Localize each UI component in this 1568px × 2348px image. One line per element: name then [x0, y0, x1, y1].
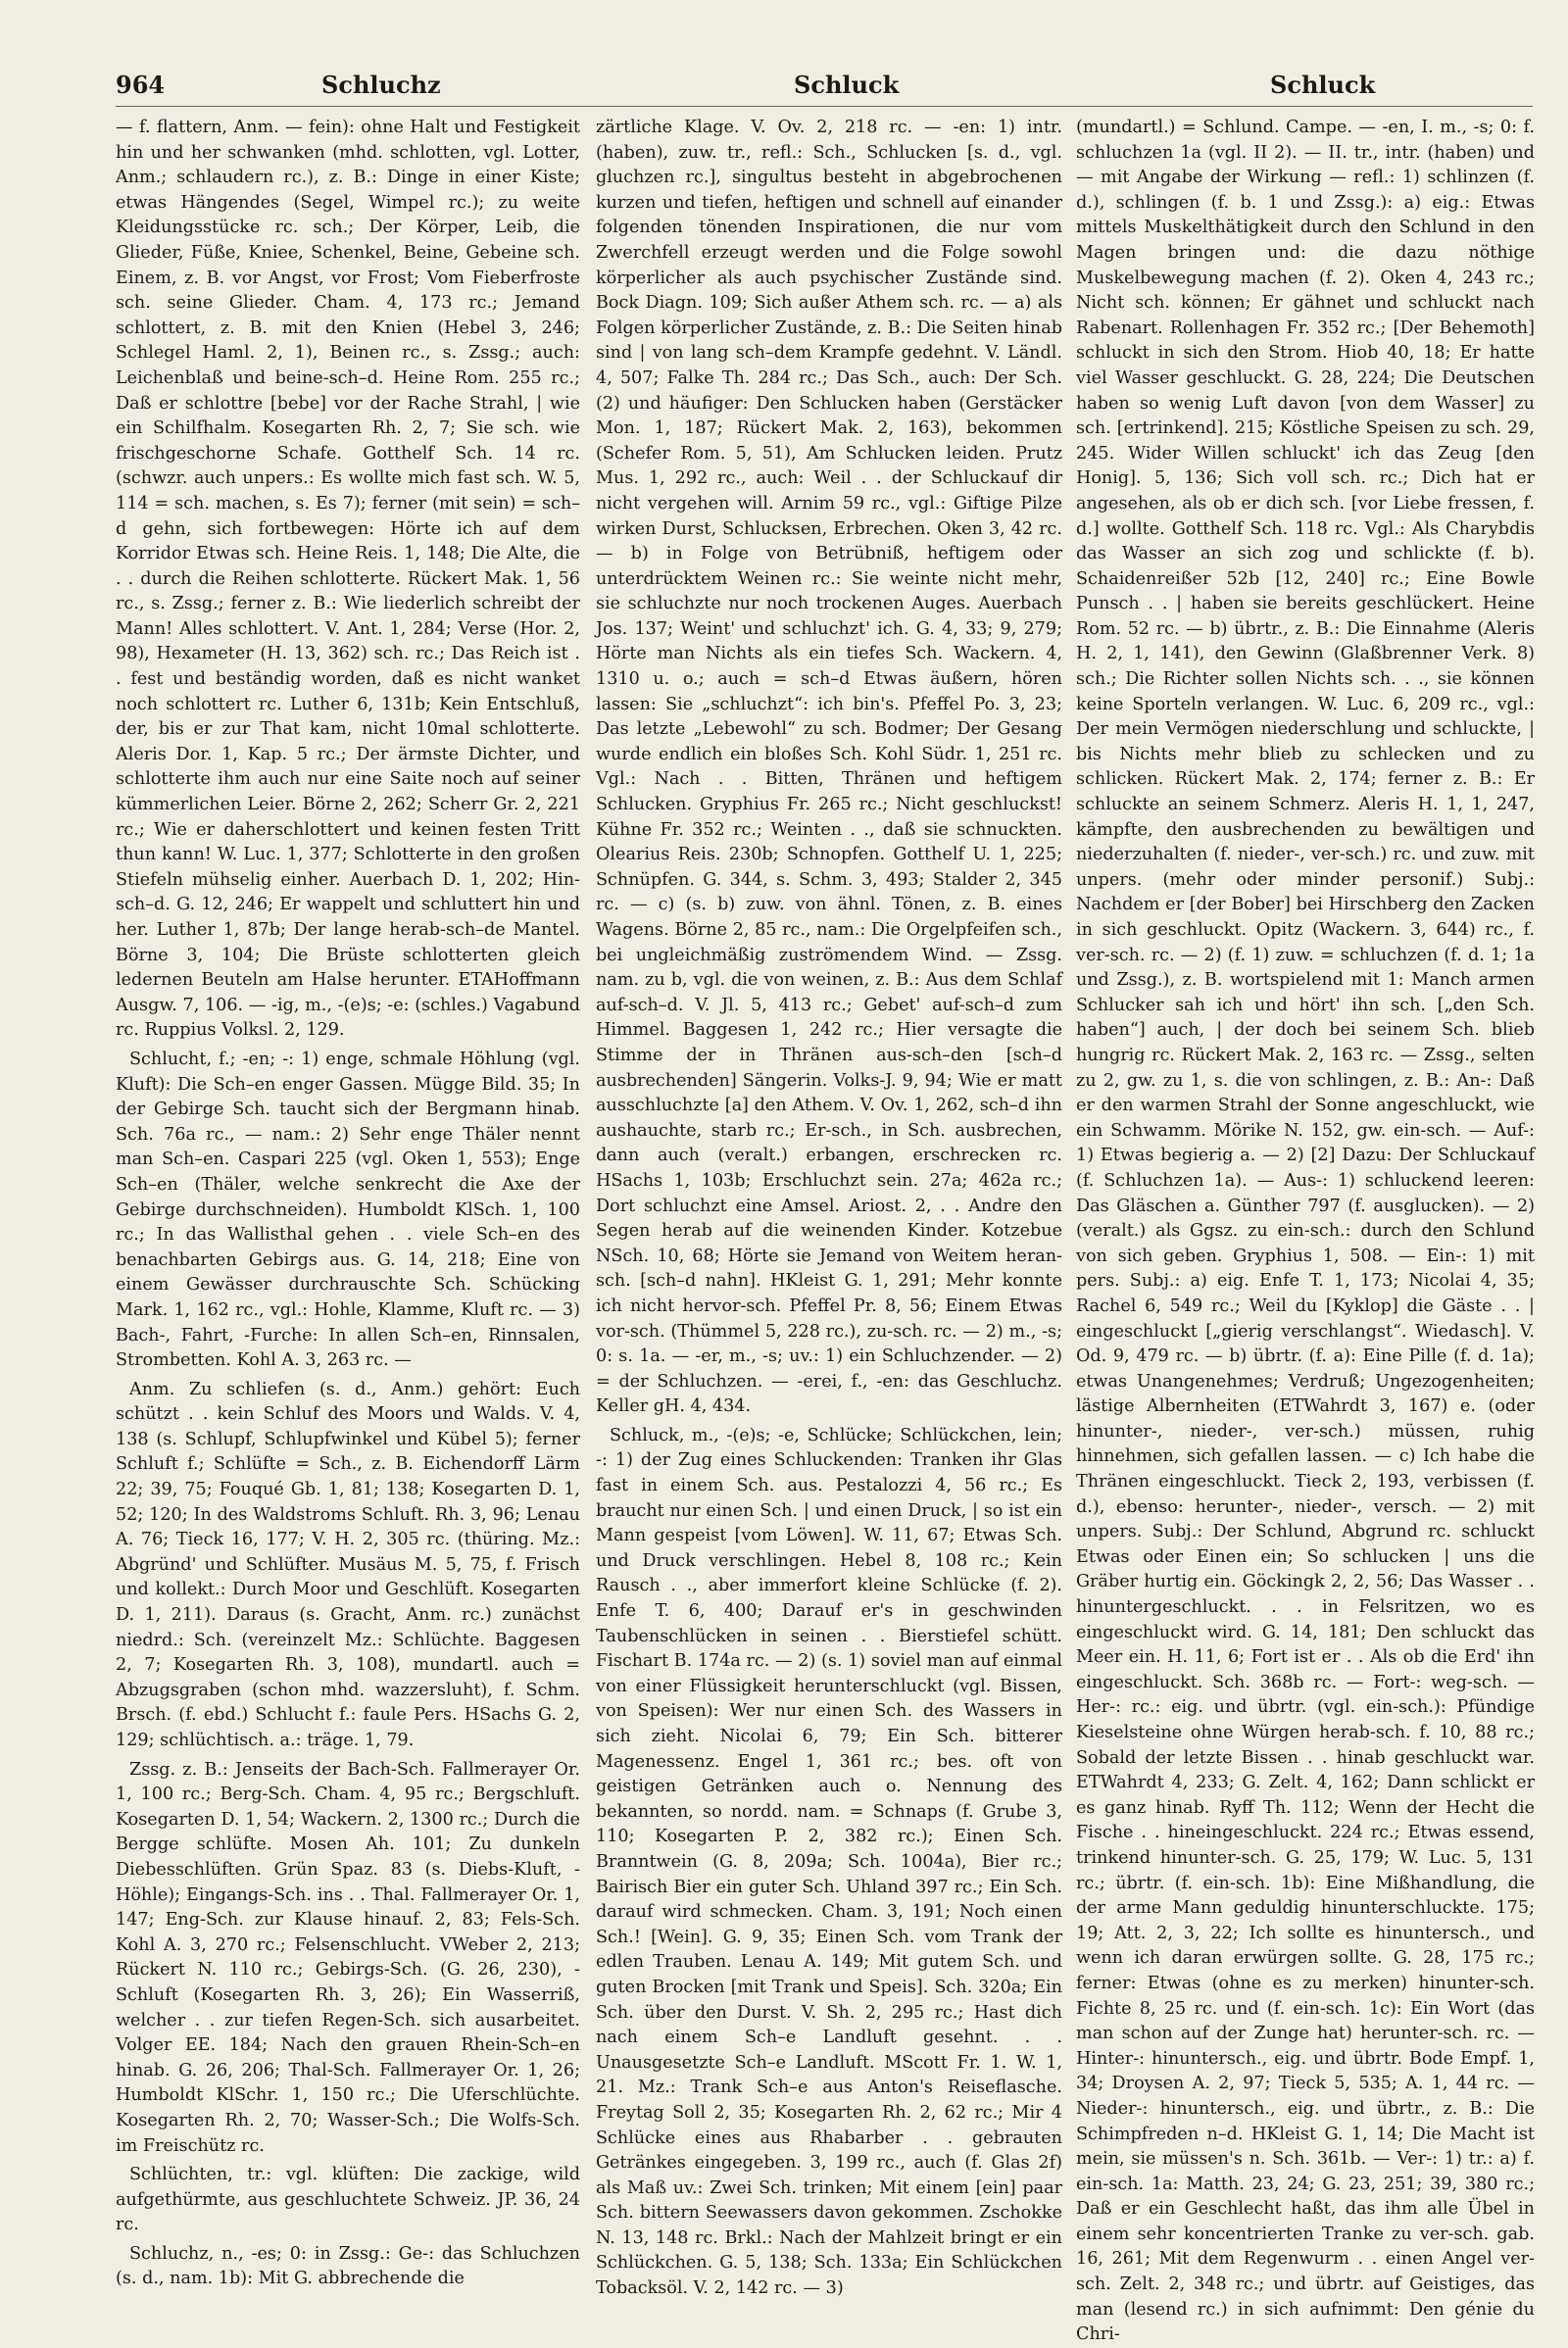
- entry-paragraph: zärtliche Klage. V. Ov. 2, 218 rc. — -en: 1) intr. (haben), zuw. tr., refl.: Sch., Schlucken [s. d., vgl. gluchzen rc.], singultus besteht in abgebrochenen kurzen und tiefen, heftigen und schnell auf einander folgenden tönenden Inspirationen, die nur vom Zwerchfell erzeugt werden und die Folge sowohl körperlicher als auch psychischer Zustände sind. Bock Diagn. 109; Sich außer Athem sch. rc. — a) als Folgen körperlicher Zustände, z. B.: Die Seiten hinab sind | von lang sch–dem Krampfe gedehnt. V. Ländl. 4, 507; Falke Th. 284 rc.; Das Sch., auch: Der Sch. (2) und häufiger: Den Schlucken haben (Gerstäcker Mon. 1, 187; Rückert Mak. 2, 163), bekommen (Schefer Rom. 5, 51), Am Schlucken leiden. Prutz Mus. 1, 292 rc., auch: Weil . . der Schluckauf dir nicht vergehen will. Arnim 59 rc., vgl.: Giftige Pilze wirken Durst, Schlucksen, Erbrechen. Oken 3, 42 rc. — b) in Folge von Betrübniß, heftigem oder unterdrücktem Weinen rc.: Sie weinte nicht mehr, sie schluchzte nur noch trockenen Auges. Auerbach Jos. 137; Weint' und schluchzt' ich. G. 4, 33; 9, 279; Hörte man Nichts als ein tiefes Sch. Wackern. 4, 1310 u. o.; auch = sch–d Etwas äußern, hören lassen: Sie „schluchzt“: ich bin's. Pfeffel Po. 3, 23; Das letzte „Lebewohl“ zu sch. Bodmer; Der Gesang wurde endlich ein bloßes Sch. Kohl Südr. 1, 251 rc. Vgl.: Nach . . Bitten, Thränen und heftigem Schlucken. Gryphius Fr. 265 rc.; Nicht geschluckst! Kühne Fr. 352 rc.; Weinten . ., daß sie schnuckten. Olearius Reis. 230b; Schnopfen. Gotthelf U. 1, 225; Schnüpfen. G. 344, s. Schm. 3, 493; Stalder 2, 345 rc. — c) (s. b) zuw. von ähnl. Tönen, z. B. eines Wagens. Börne 2, 85 rc., nam.: Die Orgelpfeifen sch., bei ungleichmäßig zuströmendem Wind. — Zssg. nam. zu b, vgl. die von weinen, z. B.: Aus dem Schlaf auf-sch–d. V. Jl. 5, 413 rc.; Gebet' auf-sch–d zum Himmel. Baggesen 1, 242 rc.; Hier versagte die Stimme der in Thränen aus-sch–den [sch–d ausbrechenden] Sängerin. Volks-J. 9, 94; Wie er matt ausschluchzte [a] den Athem. V. Ov. 1, 262, sch–d ihn aushauchte, starb rc.; Er-sch., in Sch. ausbrechen, dann auch (veralt.) erbangen, erschrecken rc. HSachs 1, 103b; Erschluchzt sein. 27a; 462a rc.; Dort schluchzt eine Amsel. Ariost. 2, . . Andre den Segen herab auf die weinenden Kinder. Kotzebue NSch. 10, 68; Hörte sie Jemand von Weitem heran-sch. [sch–d nahn]. HKleist G. 1, 291; Mehr konnte ich nicht hervor-sch. Pfeffel Pr. 8, 56; Einem Etwas vor-sch. (Thümmel 5, 228 rc.), zu-sch. rc. — 2) m., -s; 0: s. 1a. — -er, m., -s; uv.: 1) ein Schluchzender. — 2) = der Schluchzen. — -erei, f., -en: das Geschluchz. Keller gH. 4, 434.: [596, 118, 1062, 1417]
- entry-paragraph: Schlucht, f.; -en; -: 1) enge, schmale Höhlung (vgl. Kluft): Die Sch–en enger Gassen. Mügge Bild. 35; In der Gebirge Sch. taucht sich der Bergmann hinab. Sch. 76a rc., — nam.: 2) Sehr enge Thäler nennt man Sch–en. Caspari 225 (vgl. Oken 1, 553); Enge Sch–en (Thäler, welche senkrecht die Axe der Gebirge durchschneiden). Humboldt KlSch. 1, 100 rc.; In das Wallisthal gehen . . viele Sch–en des benachbarten Gebirgs aus. G. 14, 218; Eine von einem Gewässer durchrauschte Sch. Schücking Mark. 1, 162 rc., vgl.: Hohle, Klamme, Kluft rc. — 3) Bach-, Fahrt, -Furche: In allen Sch–en, Rinnsalen, Strombetten. Kohl A. 3, 263 rc. —: [116, 1049, 580, 1371]
- header-rule: [116, 106, 1533, 107]
- column-1: [116, 116, 580, 2289]
- header-catchword-right: Schluck: [1270, 71, 1376, 99]
- entry-paragraph: Schluck, m., -(e)s; -e, Schlücke; Schlückchen, lein; -: 1) der Zug eines Schluckenden: Tranken ihr Glas fast in einem Sch. aus. Pestalozzi 4, 56 rc.; Es braucht nur einen Sch. | und einen Druck, | so ist ein Mann gespeist [vom Löwen]. W. 11, 67; Etwas Sch. und Druck verschlingen. Hebel 8, 108 rc.; Kein Rausch . ., aber immerfort kleine Schlücke (f. 2). Enfe T. 6, 400; Darauf er's in geschwinden Taubenschlücken in seinen . . Bierstiefel schütt. Fischart B. 174a rc. — 2) (s. 1) soviel man auf einmal von einer Flüssigkeit herunterschluckt (vgl. Bissen, von Speisen): Wer nur einen Sch. des Wassers in sich zieht. Nicolai 6, 79; Ein Sch. bitterer Magenessenz. Engel 1, 361 rc.; bes. oft von geistigen Getränken auch o. Nennung des bekannten, so nordd. nam. = Schnaps (f. Grube 3, 110; Kosegarten P. 2, 382 rc.); Einen Sch. Branntwein (G. 8, 209a; Sch. 1004a), Bier rc.; Bairisch Bier ein guter Sch. Uhland 397 rc.; Ein Sch. darauf wird schmecken. Cham. 3, 191; Noch einen Sch.! [Wein]. G. 9, 35; Einen Sch. vom Trank der edlen Trauben. Lenau A. 149; Mit gutem Sch. und guten Brocken [mit Trank und Speis]. Sch. 320a; Ein Sch. über den Durst. V. Sh. 2, 295 rc.; Hast dich nach einem Sch–e Landluft gesehnt. . . Unausgesetzte Sch–e Landluft. MScott Fr. 1. W. 1, 21. Mz.: Trank Sch–e aus Anton's Reiseflasche. Freytag Soll 2, 35; Kosegarten Rh. 2, 62 rc.; Mir 4 Schlücke eines aus Rhabarber . . gebrauten Getränkes eingegeben. 3, 199 rc., auch (f. Glas 2f) als Maß uv.: Zwei Sch. trinken; Mit einem [ein] paar Sch. bittern Seewassers davon gekommen. Zschokke N. 13, 148 rc. Brkl.: Nach der Mahlzeit bringt er ein Schlückchen. G. 5, 138; Sch. 133a; Ein Schlückchen Tobacksöl. V. 2, 142 rc. — 3): [596, 1425, 1062, 2299]
- entry-paragraph: (mundartl.) = Schlund. Campe. — -en, I. m., -s; 0: f. schluchzen 1a (vgl. II 2). — II. tr., intr. (haben) und — mit Angabe der Wirkung — refl.: 1) schlinzen (f. d.), schlingen (f. b. 1 und Zssg.): a) eig.: Etwas mittels Muskelthätigkeit durch den Schlund in den Magen bringen und: die dazu nöthige Muskelbewegung machen (f. 2). Oken 4, 243 rc.; Nicht sch. können; Er gähnet und schluckt nach Rabenart. Rollenhagen Fr. 352 rc.; [Der Behemoth] schluckt in sich den Strom. Hiob 40, 18; Er hatte viel Wasser geschluckt. G. 28, 224; Die Deutschen haben so wenig Luft davon [von dem Wasser] zu sch. [ertrinkend]. 215; Köstliche Speisen zu sch. 29, 245. Wider Willen schluckt' ich das Zeug [den Honig]. 5, 136; Sich voll sch. rc.; Dich hat er angesehen, als ob er dich sch. [vor Liebe fressen, f. d.] wollte. Gotthelf Sch. 118 rc. Vgl.: Als Charybdis das Wasser an sich zog und schlickte (f. b). Schaidenreißer 52b [12, 240] rc.; Eine Bowle Punsch . . | haben sie bereits geschlückert. Heine Rom. 52 rc. — b) übrtr., z. B.: Die Einnahme (Aleris H. 2, 1, 141), den Gewinn (Glaßbrenner Verk. 8) sch.; Die Richter sollen Nichts sch. . ., sie können keine Sporteln verlangen. W. Luc. 6, 209 rc., vgl.: Der mein Vermögen niederschlung und schluckte, | bis Nichts mehr blieb zu schlecken und zu schlicken. Rückert Mak. 2, 174; ferner z. B.: Er schluckte an seinem Schmerz. Aleris H. 1, 1, 247, kämpfte, den ausbrechenden zu bewältigen und niederzuhalten (f. nieder-, ver-sch.) rc. und zuw. mit unpers. (mehr oder minder personif.) Subj.: Nachdem er [der Bober] bei Hirschberg den Zacken in sich geschluckt. Opitz (Wackern. 3, 644) rc., f. ver-sch. rc. — 2) (f. 1) zuw. = schluchzen (f. d. 1; 1a und Zssg.), z. B. wortspielend mit 1: Manch armen Schlucker sah ich und hört' ihn sch. [„den Sch. haben“] auch, | der doch bei seinem Sch. blieb hungrig rc. Rückert Mak. 2, 163 rc. — Zssg., selten zu 2, gw. zu 1, s. die von schlingen, z. B.: An-: Daß er den warmen Strahl der Sonne angeschluckt, wie ein Schwamm. Mörike N. 152, gw. ein-sch. — Auf-: 1) Etwas begierig a. — 2) [2] Dazu: Der Schluckauf (f. Schluchzen 1a). — Aus-: 1) schluckend leeren: Das Gläschen a. Günther 797 (f. ausglucken). — 2) (veralt.) als Ggsz. zu ein-sch.: durch den Schlund von sich geben. Gryphius 1, 508. — Ein-: 1) mit pers. Subj.: a) eig. Enfe T. 1, 173; Nicolai 4, 35; Rachel 6, 549 rc.; Weil du [Kyklop] die Gäste . . | eingeschluckt [„gierig verschlangst“. Wiedasch]. V. Od. 9, 479 rc. — b) übrtr. (f. a): Eine Pille (f. d. 1a); etwas Unangenehmes; Verdruß; Ungezogenheiten; lästige Albernheiten (ETWahrdt 3, 167) e. (oder hinunter-, nieder-, ver-sch.) müssen, ruhig hinnehmen, sich gefallen lassen. — c) Ich habe die Thränen eingeschluckt. Tieck 2, 193, verbissen (f. d.), ebenso: herunter-, nieder-, versch. — 2) mit unpers. Subj.: Der Schlund, Abgrund rc. schluckt Etwas oder Einen ein; So schlucken | uns die Gräber hurtig ein. Göckingk 2, 2, 56; Das Wasser . . hinuntergeschluckt. . . in Felsritzen, wo es eingeschluckt wird. G. 14, 181; Den schluckt das Meer ein. H. 11, 6; Fort ist er . . Als ob die Erd' ihn eingeschluckt. Sch. 368b rc. — Fort-: weg-sch. — Her-: rc.: eig. und übrtr. (vgl. ein-sch.): Pfündige Kieselsteine ohne Würgen herab-sch. f. 10, 88 rc.; Sobald der letzte Bissen . . hinab geschluckt war. ETWahrdt 4, 233; G. Zelt. 4, 162; Dann schlickt er es ganz hinab. Ryff Th. 112; Wenn der Hecht die Fische . . hineingeschluckt. 224 rc.; Etwas essend, trinkend hinunter-sch. G. 25, 179; W. Luc. 5, 131 rc.; übrtr. (f. ein-sch. 1b): Eine Mißhandlung, die der arme Mann geduldig hinunterschluckte. 175; 19; Att. 2, 3, 22; Ich sollte es hinuntersch., und wenn ich daran erwürgen sollte. G. 28, 175 rc.; ferner: Etwas (ohne es zu merken) hinunter-sch. Fichte 8, 25 rc. und (f. ein-sch. 1c): Ein Wort (das man schon auf der Zunge hat) herunter-sch. rc. — Hinter-: hinuntersch., eig. und übrtr. Bode Empf. 1, 34; Droysen A. 2, 97; Tieck 5, 535; A. 1, 44 rc. — Nieder-: hinuntersch., eig. und übrtr., z. B.: Die Schimpfreden n–d. HKleist G. 1, 14; Die Macht ist mein, sie müssen's n. Sch. 361b. — Ver-: 1) tr.: a) f. ein-sch. 1a: Matth. 23, 24; G. 23, 251; 39, 380 rc.; Daß er ein Geschlecht haßt, das ihm alle Übel in einem sehr koncentrierten Tranke zu ver-sch. gab. 16, 261; Mit dem Regenwurm . . einen Angel ver-sch. Zelt. 2, 348 rc.; und übrtr. auf Geistiges, das man (lesend rc.) in sich aufnimmt: Den génie du Chri-: [1076, 118, 1535, 2345]
- header-catchword-center: Schluck: [794, 71, 900, 99]
- header-catchword-left: Schluchz: [321, 71, 441, 99]
- running-header: [116, 71, 1533, 110]
- entry-paragraph: Schlüchten, tr.: vgl. klüften: Die zackige, wild aufgethürmte, aus geschluchtete Schweiz. JP. 36, 24 rc.: [116, 2165, 580, 2235]
- column-2: [596, 116, 1062, 2299]
- entry-paragraph: Zssg. z. B.: Jenseits der Bach-Sch. Fallmerayer Or. 1, 100 rc.; Berg-Sch. Cham. 4, 95 rc.; Bergschluft. Kosegarten D. 1, 54; Wackern. 2, 1300 rc.; Durch die Bergge schlüfte. Mosen Ah. 101; Zu dunkeln Diebesschlüften. Grün Spaz. 83 (s. Diebs-Kluft, -Höhle); Eingangs-Sch. ins . . Thal. Fallmerayer Or. 1, 147; Eng-Sch. zur Klause hinauf. 2, 83; Fels-Sch. Kohl A. 3, 270 rc.; Felsenschlucht. VWeber 2, 213; Rückert N. 110 rc.; Gebirgs-Sch. (G. 26, 230), -Schluft (Kosegarten Rh. 3, 26); Ein Wasserriß, welcher . . zur tiefen Regen-Sch. sich ausarbeitet. Volger EE. 184; Nach den grauen Rhein-Sch–en hinab. G. 26, 206; Thal-Sch. Fallmerayer Or. 1, 26; Humboldt KlSchr. 1, 150 rc.; Die Uferschlüchte. Kosegarten Rh. 2, 70; Wasser-Sch.; Die Wolfs-Sch. im Freischütz rc.: [116, 1759, 580, 2156]
- entry-paragraph: Schluchz, n., -es; 0: in Zssg.: Ge-: das Schluchzen (s. d., nam. 1b): Mit G. abbrechende die: [116, 2243, 580, 2289]
- column-3: [1076, 116, 1535, 2345]
- entry-paragraph: Anm. Zu schliefen (s. d., Anm.) gehört: Euch schützt . . kein Schluf des Moors und Walds. V. 4, 138 (s. Schlupf, Schlupfwinkel und Kübel 5); ferner Schluft f.; Schlüfte = Sch., z. B. Eichendorff Lärm 22; 39, 75; Fouqué Gb. 1, 81; 138; Kosegarten D. 1, 52; 120; In des Waldstroms Schluft. Rh. 3, 96; Lenau A. 76; Tieck 16, 177; V. H. 2, 305 rc. (thüring. Mz.: Abgründ' und Schlüfter. Musäus M. 5, 75, f. Frisch und kollekt.: Durch Moor und Geschlüft. Kosegarten D. 1, 211). Daraus (s. Gracht, Anm. rc.) zunächst niedrd.: Sch. (vereinzelt Mz.: Schlüchte. Baggesen 2, 7; Kosegarten Rh. 3, 108), mundartl. auch = Abzugsgraben (schon mhd. wazzersluht), f. Schm. Brsch. (f. ebd.) Schlucht f.: faule Pers. HSachs G. 2, 129; schlüchtisch. a.: träge. 1, 79.: [116, 1379, 580, 1750]
- entry-paragraph: — f. flattern, Anm. — fein): ohne Halt und Festigkeit hin und her schwanken (mhd. schlotten, vgl. Lotter, Anm.; schlaudern rc.), z. B.: Dinge in einer Kiste; etwas Hängendes (Segel, Wimpel rc.); zu weite Kleidungsstücke rc. sch.; Der Körper, Leib, die Glieder, Füße, Kniee, Schenkel, Beine, Gebeine sch. Einem, z. B. vor Angst, vor Frost; Vom Fieberfroste sch. seine Glieder. Cham. 4, 173 rc.; Jemand schlottert, z. B. mit den Knien (Hebel 3, 246; Schlegel Haml. 2, 1), Beinen rc., s. Zssg.; auch: Leichenblaß und beine-sch–d. Heine Rom. 255 rc.; Daß er schlottre [bebe] vor der Rache Strahl, | wie ein Schilfhalm. Kosegarten Rh. 2, 7; Sie sch. wie frischgeschorne Schafe. Gotthelf Sch. 14 rc. (schwzr. auch unpers.: Es wollte mich fast sch. W. 5, 114 = sch. machen, s. Es 7); ferner (mit sein) = sch–d gehn, sich fortbewegen: Hörte ich auf dem Korridor Etwas sch. Heine Reis. 1, 148; Die Alte, die . . durch die Reihen schlotterte. Rückert Mak. 1, 56 rc., s. Zssg.; ferner z. B.: Wie liederlich schreibt der Mann! Alles schlottert. V. Ant. 1, 284; Verse (Hor. 2, 98), Hexameter (H. 13, 362) sch. rc.; Das Reich ist . . fest und beständig worden, daß es nicht wanket noch schlottert rc. Luther 6, 131b; Kein Entschluß, der, bis er zur That kam, nicht 10mal schlotterte. Aleris Dor. 1, Kap. 5 rc.; Der ärmste Dichter, und schlotterte ihm auch nur eine Saite noch auf seiner kümmerlichen Leier. Börne 2, 262; Scherr Gr. 2, 221 rc.; Wie er daherschlottert und keinen festen Tritt thun kann! W. Luc. 1, 377; Schlotterte in den großen Stiefeln mühselig einher. Auerbach D. 1, 202; Hin-sch–d. G. 12, 246; Er wappelt und schluttert hin und her. Luther 1, 87b; Der lange herab-sch–de Mantel. Börne 3, 104; Die Brüste schlotterten gleich ledernen Beuteln am Halse herunter. ETAHoffmann Ausgw. 7, 106. — -ig, m., -(e)s; -e: (schles.) Vagabund rc. Ruppius Volksl. 2, 129.: [116, 118, 580, 1041]
- page-number: 964: [116, 71, 166, 99]
